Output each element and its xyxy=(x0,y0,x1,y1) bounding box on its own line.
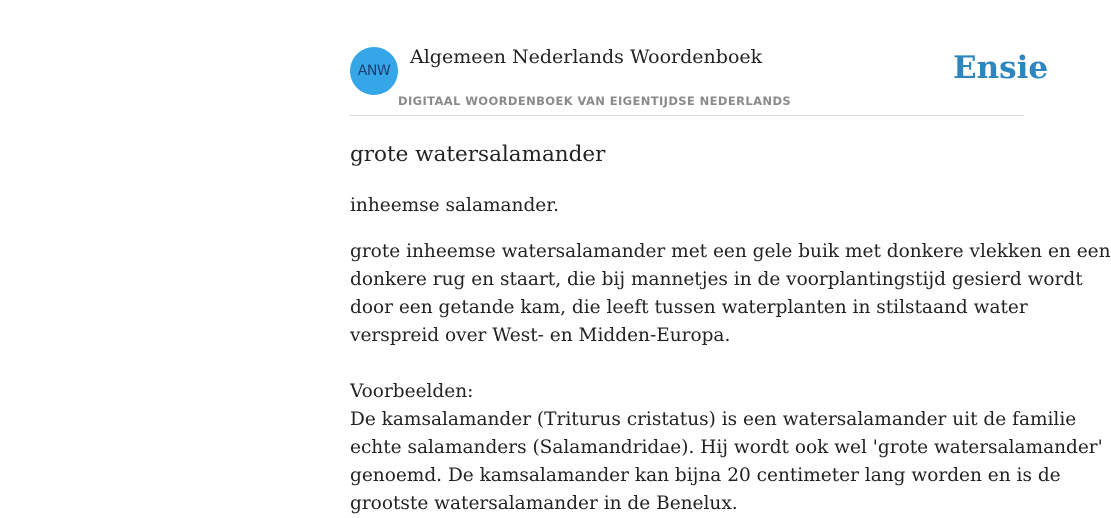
long-definition xyxy=(350,238,1111,350)
example-line: genoemd. De kamsalamander kan bijna 20 centimeter lang worden en is de xyxy=(350,465,1061,486)
logo-text: ANW xyxy=(357,63,391,79)
example-line: De kamsalamander (Triturus cristatus) is een watersalamander uit de familie xyxy=(350,409,1077,430)
example-line: grootste watersalamander in de Benelux. xyxy=(350,493,738,514)
entry-content xyxy=(350,140,1111,518)
ensie-brand-link[interactable]: Ensie xyxy=(953,50,1049,86)
examples-label: Voorbeelden: xyxy=(350,381,474,402)
definition-line: donkere rug en staart, die bij mannetjes in de voorplantingstijd gesierd wordt xyxy=(350,269,1083,290)
definition-line: grote inheemse watersalamander met een gele buik met donkere vlekken en een xyxy=(350,241,1111,262)
site-title[interactable]: Algemeen Nederlands Woordenboek xyxy=(410,46,763,68)
short-definition: inheemse salamander. xyxy=(350,195,559,216)
entry-title: grote watersalamander xyxy=(350,142,606,167)
example-line: echte salamanders (Salamandridae). Hij wordt ook wel 'grote watersalamander' xyxy=(350,437,1103,458)
definition-line: verspreid over West- en Midden-Europa. xyxy=(350,325,731,346)
example-text xyxy=(350,406,1103,518)
header-divider xyxy=(350,115,1024,116)
anw-logo[interactable] xyxy=(350,47,398,95)
definition-line: door een getande kam, die leeft tussen waterplanten in stilstaand water xyxy=(350,297,1028,318)
site-subtitle: DIGITAAL WOORDENBOEK VAN EIGENTIJDSE NEDERLANDS xyxy=(398,94,792,108)
